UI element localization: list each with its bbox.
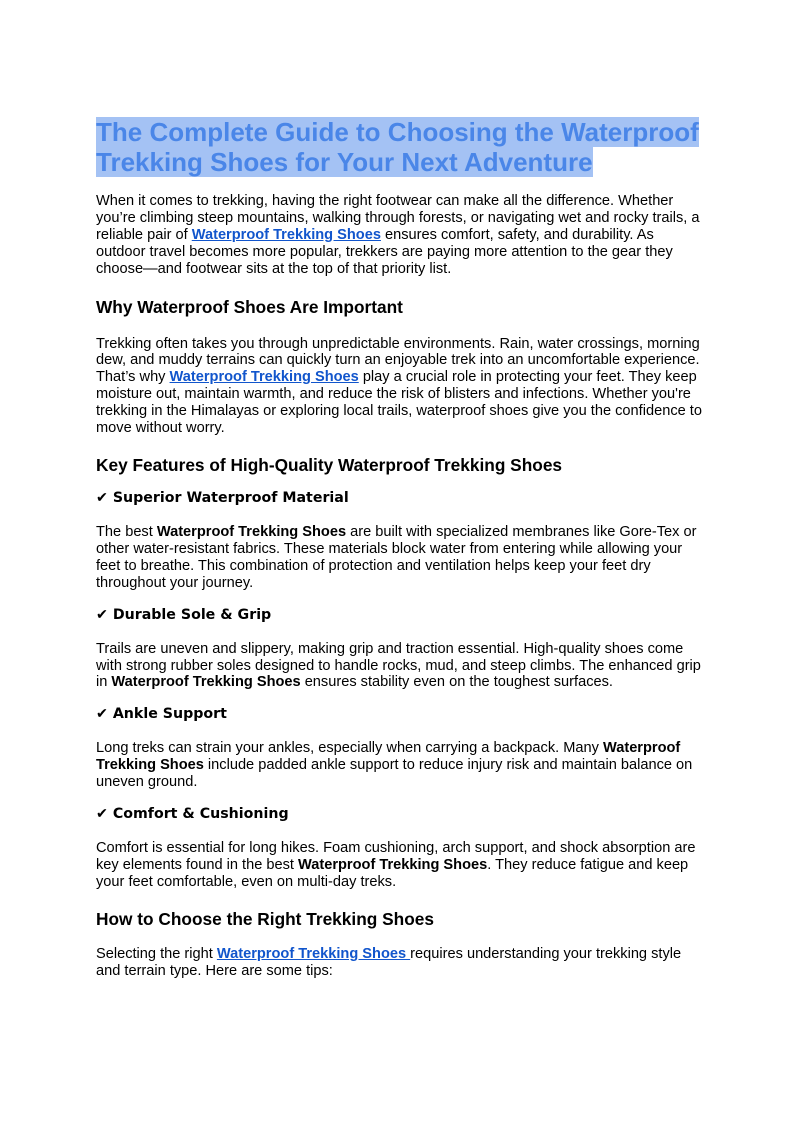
feature-bold-term: Waterproof Trekking Shoes [96, 740, 681, 774]
feature-text-end: ensures stability even on the toughest surfaces. [300, 674, 613, 691]
document-page [96, 118, 702, 980]
title-line-2: Trekking Shoes for Your Next Adventure [96, 146, 593, 177]
title-line-1: The Complete Guide to Choosing the Waterproof [96, 117, 699, 147]
why-text-start: Trekking often takes you through unpredictable environments. Rain, water crossings, morning dew, and muddy terrains can quickly turn an enjoyable trek into an uncomfortable experience. That’s why [96, 335, 700, 386]
feature-text-start: Trails are uneven and slippery, making grip and traction essential. High-quality shoes come with strong rubber soles designed to handle rocks, mud, and steep climbs. The enhanced grip in [96, 640, 701, 691]
feature-bold-term: Waterproof Trekking Shoes [298, 856, 488, 873]
feature-text-end: . They reduce fatigue and keep your feet comfortable, even on multi-day treks. [96, 856, 689, 890]
section-heading-features: Key Features of High-Quality Waterproof Trekking Shoes [96, 454, 563, 475]
why-link-waterproof-trekking-shoes[interactable]: Waterproof Trekking Shoes [169, 369, 359, 386]
feature-text-start: Long treks can strain your ankles, especially when carrying a backpack. Many [96, 740, 603, 757]
feature-paragraph-ankle [96, 740, 702, 791]
feature-heading-ankle: ✔ Ankle Support [96, 706, 227, 723]
why-text-end: play a crucial role in protecting your feet. They keep moisture out, maintain warmth, and reduce the risk of blisters and infections. Whether you're trekking in the Himalayas or exploring local trails, waterproof shoes give you the confidence to move without worry. [96, 369, 702, 437]
feature-bold-term: Waterproof Trekking Shoes [156, 523, 347, 540]
section-heading-how: How to Choose the Right Trekking Shoes [96, 908, 434, 929]
intro-paragraph [96, 193, 702, 278]
feature-text-start: The best [96, 523, 157, 540]
feature-heading-material: ✔ Superior Waterproof Material [96, 489, 349, 506]
how-link-waterproof-trekking-shoes[interactable]: Waterproof Trekking Shoes [216, 945, 411, 962]
why-paragraph [96, 336, 702, 437]
feature-heading-comfort: ✔ Comfort & Cushioning [96, 806, 289, 823]
feature-paragraph-material [96, 524, 702, 592]
intro-link-waterproof-trekking-shoes[interactable]: Waterproof Trekking Shoes [191, 226, 381, 243]
how-text-end: requires understanding your trekking style and terrain type. Here are some tips: [96, 945, 682, 979]
feature-bold-term: Waterproof Trekking Shoes [111, 674, 301, 691]
how-paragraph [96, 946, 702, 980]
feature-text-end: include padded ankle support to reduce injury risk and maintain balance on uneven ground. [96, 757, 693, 791]
intro-text-end: ensures comfort, safety, and durability. As outdoor travel becomes more popular, trekkers are paying more attention to the gear they choose—and footwear sits at the top of that priority list. [96, 226, 673, 277]
feature-text-end: are built with specialized membranes like Gore-Tex or other water-resistant fabrics. These materials block water from entering while allowing your feet to breathe. This combination of protection and ventilation helps keep your feet dry throughout your journey. [96, 523, 697, 591]
section-heading-why: Why Waterproof Shoes Are Important [96, 296, 403, 317]
feature-text-start: Comfort is essential for long hikes. Foam cushioning, arch support, and shock absorption are key elements found in the best [96, 840, 696, 873]
feature-heading-sole: ✔ Durable Sole & Grip [96, 606, 272, 623]
feature-paragraph-sole [96, 641, 702, 692]
intro-text-start: When it comes to trekking, having the right footwear can make all the difference. Whether you’re climbing steep mountains, walking through forests, or navigating wet and rocky trails, a reliable pair of [96, 193, 700, 243]
feature-paragraph-comfort [96, 840, 702, 891]
how-text-start: Selecting the right [96, 945, 217, 962]
page-title [96, 118, 702, 177]
